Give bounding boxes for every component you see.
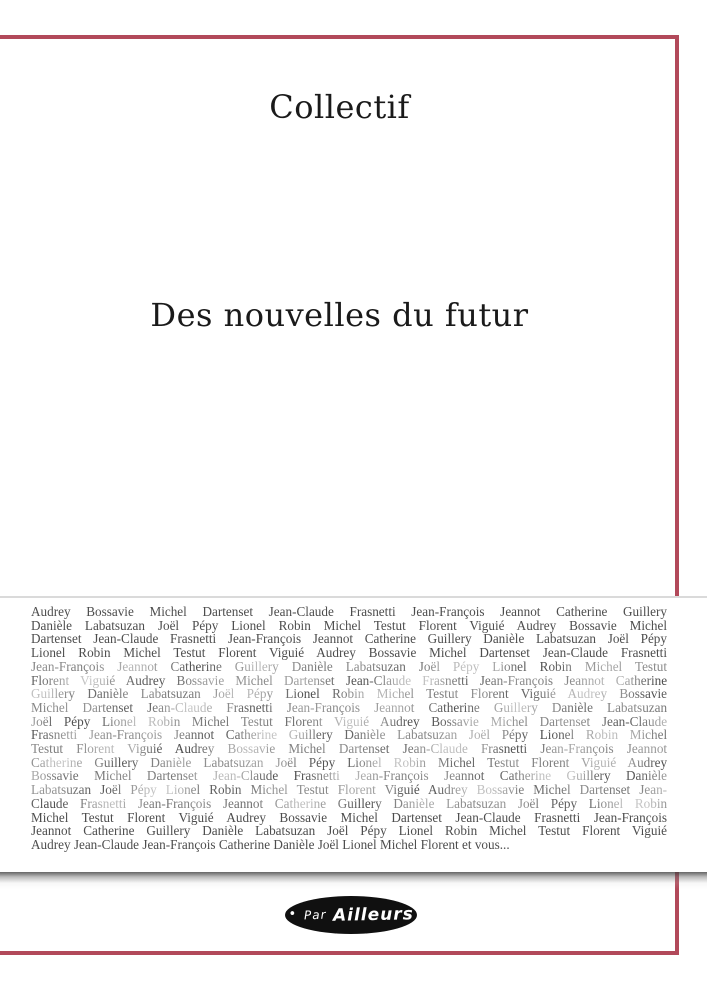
names-line: Frasnetti Jean-François Jeannot Catherine Guillery Danièle Labatsuzan Joël Pépy Lionel Robin Michel: [31, 727, 668, 743]
names-line: Guillery Danièle Labatsuzan Joël Pépy Lionel Robin Michel Testut Florent Viguié Audrey Bossavie: [31, 686, 668, 702]
names-line: Florent Viguié Audrey Bossavie Michel Dartenset Jean-Claude Frasnetti Jean-François Jeannot Catherine: [31, 672, 668, 688]
author-names-text: [0, 598, 707, 852]
names-line: Lionel Robin Michel Testut Florent Viguié Audrey Bossavie Michel Dartenset Jean-Claude Frasnetti: [31, 645, 667, 661]
names-line: Audrey Jean-Claude Jean-François Catherine Danièle Joël Lionel Michel Florent et vous...: [31, 836, 510, 852]
names-line: Dartenset Jean-Claude Frasnetti Jean-François Jeannot Catherine Guillery Danièle Labatsuzan Joël Pépy: [31, 631, 667, 647]
publisher-logo: [285, 896, 417, 934]
names-line: Claude Frasnetti Jean-François Jeannot Catherine Guillery Danièle Labatsuzan Joël Pépy Lionel Robin: [31, 795, 668, 811]
book-title: Des nouvelles du futur: [150, 296, 529, 334]
names-line: Audrey Bossavie Michel Dartenset Jean-Claude Frasnetti Jean-François Jeannot Catherine Guillery: [31, 604, 667, 619]
names-line: Testut Florent Viguié Audrey Bossavie Michel Dartenset Jean-Claude Frasnetti Jean-François Jeannot: [31, 741, 668, 757]
logo-bullet-icon: •: [288, 906, 297, 922]
author-name: Collectif: [269, 88, 410, 126]
names-line: Joël Pépy Lionel Robin Michel Testut Florent Viguié Audrey Bossavie Michel Dartenset Jean-Claude: [31, 713, 668, 729]
author-names-panel: [0, 596, 707, 872]
names-line: Bossavie Michel Dartenset Jean-Claude Frasnetti Jean-François Jeannot Catherine Guillery Danièle: [31, 768, 668, 784]
names-line: Jeannot Catherine Guillery Danièle Labatsuzan Joël Pépy Lionel Robin Michel Testut Florent Viguié: [31, 823, 667, 839]
names-line: Labatsuzan Joël Pépy Lionel Robin Michel Testut Florent Viguié Audrey Bossavie Michel Dartenset Jean-: [31, 782, 668, 798]
logo-word-ailleurs: Ailleurs: [332, 904, 414, 926]
names-line: Jean-François Jeannot Catherine Guillery Danièle Labatsuzan Joël Pépy Lionel Robin Michel Testut: [31, 658, 667, 674]
names-line: Michel Testut Florent Viguié Audrey Bossavie Michel Dartenset Jean-Claude Frasnetti Jean-François: [31, 809, 667, 825]
names-line: Danièle Labatsuzan Joël Pépy Lionel Robin Michel Testut Florent Viguié Audrey Bossavie Michel: [31, 617, 667, 633]
names-line: Michel Dartenset Jean-Claude Frasnetti Jean-François Jeannot Catherine Guillery Danièle Labatsuzan: [31, 699, 668, 715]
logo-word-par: Par: [303, 907, 327, 923]
names-line: Catherine Guillery Danièle Labatsuzan Joël Pépy Lionel Robin Michel Testut Florent Viguié Audrey: [31, 754, 668, 770]
